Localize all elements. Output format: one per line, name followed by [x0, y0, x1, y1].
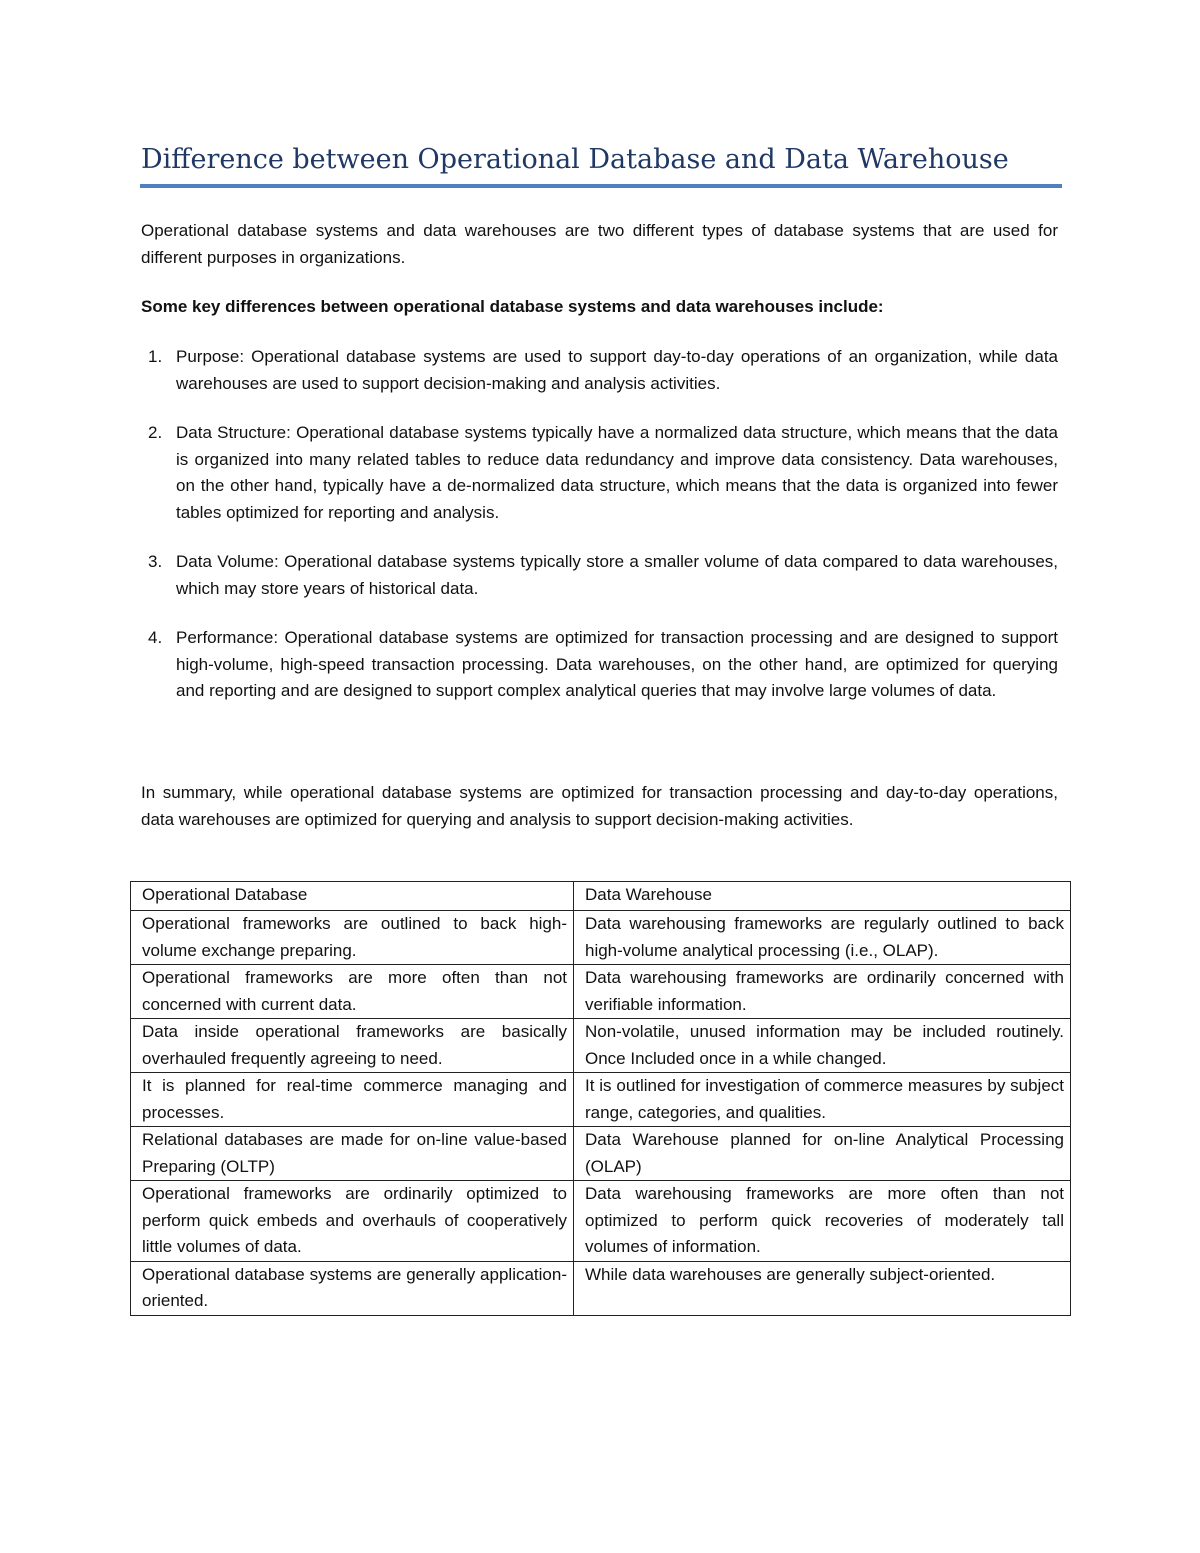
list-number: 1. [148, 347, 163, 366]
page-title: Difference between Operational Database and Data Warehouse [141, 144, 1009, 175]
list-number: 3. [148, 552, 163, 571]
differences-list [141, 344, 1058, 728]
intro-paragraph: Operational database systems and data warehouses are two different types of database systems that are used for different purposes in organizations. [141, 221, 1058, 267]
list-item-text: Data Volume: Operational database systems typically store a smaller volume of data compared to data warehouses, which may store years of historical data. [176, 552, 1058, 598]
table-row [131, 1073, 1071, 1127]
list-item [141, 549, 1058, 602]
cell-operational: Operational frameworks are more often than not concerned with current data. [131, 965, 574, 1019]
list-item-text: Performance: Operational database systems are optimized for transaction processing and are designed to support high-volume, high-speed transaction processing. Data warehouses, on the other hand, are optimized for querying and reporting and are designed to support complex analytical queries that may involve large volumes of data. [176, 628, 1058, 700]
cell-operational: Operational frameworks are ordinarily optimized to perform quick embeds and overhauls of cooperatively little volumes of data. [131, 1181, 574, 1262]
header-operational-database: Operational Database [131, 882, 574, 911]
summary-paragraph: In summary, while operational database systems are optimized for transaction processing and day-to-day operations, data warehouses are optimized for querying and analysis to support decision-making activities. [141, 783, 1058, 829]
cell-warehouse: Non-volatile, unused information may be included routinely. Once Included once in a while changed. [574, 1019, 1071, 1073]
cell-warehouse: It is outlined for investigation of commerce measures by subject range, categories, and qualities. [574, 1073, 1071, 1127]
table-row [131, 1181, 1071, 1262]
differences-heading: Some key differences between operational database systems and data warehouses include: [141, 297, 884, 316]
cell-warehouse: Data warehousing frameworks are more often than not optimized to perform quick recoveries of moderately tall volumes of information. [574, 1181, 1071, 1262]
cell-operational: Operational frameworks are outlined to back high-volume exchange preparing. [131, 911, 574, 965]
header-data-warehouse: Data Warehouse [574, 882, 1071, 911]
cell-operational: Data inside operational frameworks are basically overhauled frequently agreeing to need. [131, 1019, 574, 1073]
cell-operational: Operational database systems are generally application-oriented. [131, 1261, 574, 1315]
list-item [141, 625, 1058, 705]
table-row [131, 1127, 1071, 1181]
cell-operational: It is planned for real-time commerce managing and processes. [131, 1073, 574, 1127]
cell-warehouse: Data warehousing frameworks are ordinarily concerned with verifiable information. [574, 965, 1071, 1019]
cell-warehouse: While data warehouses are generally subject-oriented. [574, 1261, 1071, 1315]
cell-operational: Relational databases are made for on-line value-based Preparing (OLTP) [131, 1127, 574, 1181]
cell-warehouse: Data warehousing frameworks are regularly outlined to back high-volume analytical processing (i.e., OLAP). [574, 911, 1071, 965]
table-row [131, 1261, 1071, 1315]
list-item [141, 420, 1058, 526]
table-row [131, 965, 1071, 1019]
cell-warehouse: Data Warehouse planned for on-line Analytical Processing (OLAP) [574, 1127, 1071, 1181]
list-number: 2. [148, 423, 163, 442]
table-row [131, 911, 1071, 965]
list-item-text: Purpose: Operational database systems are used to support day-to-day operations of an organization, while data warehouses are used to support decision-making and analysis activities. [176, 347, 1058, 393]
comparison-table [130, 881, 1071, 1316]
list-number: 4. [148, 628, 163, 647]
table-header-row [131, 882, 1071, 911]
list-item-text: Data Structure: Operational database systems typically have a normalized data structure, which means that the data is organized into many related tables to reduce data redundancy and improve data consistency. Data warehouses, on the other hand, typically have a de-normalized data structure, which means that the data is organized into fewer tables optimized for reporting and analysis. [176, 423, 1058, 522]
list-item [141, 344, 1058, 397]
table-row [131, 1019, 1071, 1073]
title-underline [140, 184, 1062, 188]
